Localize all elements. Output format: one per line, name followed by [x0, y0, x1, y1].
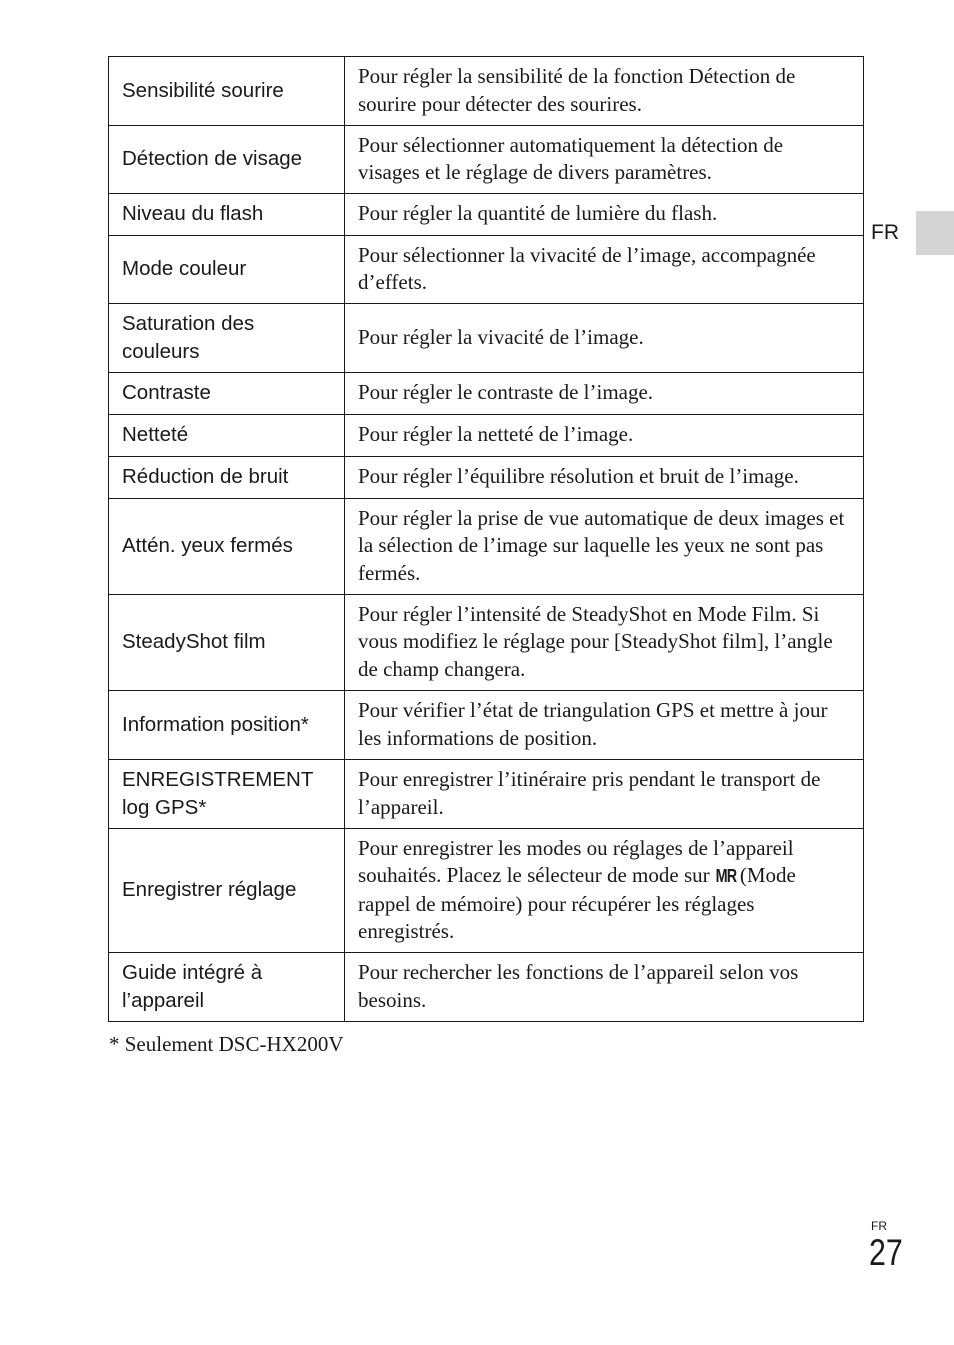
setting-name: ENREGISTREMENT log GPS*	[109, 760, 345, 829]
table-row	[109, 373, 864, 415]
setting-name: Contraste	[109, 373, 345, 415]
setting-name: Information position*	[109, 691, 345, 760]
table-row	[109, 595, 864, 691]
page-number: 27	[869, 1232, 903, 1273]
table-row	[109, 126, 864, 194]
setting-description: Pour régler la vivacité de l’image.	[345, 304, 864, 373]
setting-name: SteadyShot film	[109, 595, 345, 691]
table-row	[109, 829, 864, 953]
table-row	[109, 304, 864, 373]
setting-name: Détection de visage	[109, 126, 345, 194]
settings-table	[108, 56, 864, 1022]
memory-recall-mode-icon: MR	[715, 866, 737, 886]
setting-description: Pour régler la netteté de l’image.	[345, 415, 864, 457]
setting-description: Pour vérifier l’état de triangulation GPS et mettre à jour les informations de position.	[345, 691, 864, 760]
setting-name: Réduction de bruit	[109, 457, 345, 499]
setting-name: Enregistrer réglage	[109, 829, 345, 953]
description-text: Pour enregistrer les modes ou réglages de l’appareil souhaités. Placez le sélecteur de mode sur	[358, 835, 794, 887]
setting-description: Pour régler l’intensité de SteadyShot en Mode Film. Si vous modifiez le réglage pour [SteadyShot film], l’angle de champ changera.	[345, 595, 864, 691]
setting-description: Pour sélectionner automatiquement la détection de visages et le réglage de divers paramètres.	[345, 126, 864, 194]
setting-description: Pour régler la prise de vue automatique de deux images et la sélection de l’image sur laquelle les yeux ne sont pas fermés.	[345, 499, 864, 595]
table-row	[109, 953, 864, 1022]
setting-description: Pour sélectionner la vivacité de l’image, accompagnée d’effets.	[345, 236, 864, 304]
setting-description: Pour rechercher les fonctions de l’appareil selon vos besoins.	[345, 953, 864, 1022]
setting-description	[345, 829, 864, 953]
table-row	[109, 691, 864, 760]
setting-description: Pour régler la sensibilité de la fonction Détection de sourire pour détecter des sourires.	[345, 57, 864, 126]
setting-name: Sensibilité sourire	[109, 57, 345, 126]
table-row	[109, 194, 864, 236]
table-row	[109, 457, 864, 499]
language-label: FR	[871, 221, 899, 244]
setting-name: Mode couleur	[109, 236, 345, 304]
setting-description: Pour enregistrer l’itinéraire pris pendant le transport de l’appareil.	[345, 760, 864, 829]
description-text: (Mode rappel de mémoire) pour récupérer les réglages enregistrés.	[358, 863, 796, 943]
setting-description: Pour régler la quantité de lumière du flash.	[345, 194, 864, 236]
page-language-code: FR	[871, 1219, 887, 1233]
table-row	[109, 236, 864, 304]
table-row	[109, 415, 864, 457]
setting-name: Guide intégré à l’appareil	[109, 953, 345, 1022]
table-row	[109, 57, 864, 126]
setting-description: Pour régler le contraste de l’image.	[345, 373, 864, 415]
setting-name: Saturation des couleurs	[109, 304, 345, 373]
section-tab	[916, 211, 954, 255]
setting-name: Attén. yeux fermés	[109, 499, 345, 595]
setting-name: Niveau du flash	[109, 194, 345, 236]
footnote: * Seulement DSC-HX200V	[109, 1032, 344, 1056]
table-row	[109, 499, 864, 595]
setting-name: Netteté	[109, 415, 345, 457]
setting-description: Pour régler l’équilibre résolution et bruit de l’image.	[345, 457, 864, 499]
table-row	[109, 760, 864, 829]
